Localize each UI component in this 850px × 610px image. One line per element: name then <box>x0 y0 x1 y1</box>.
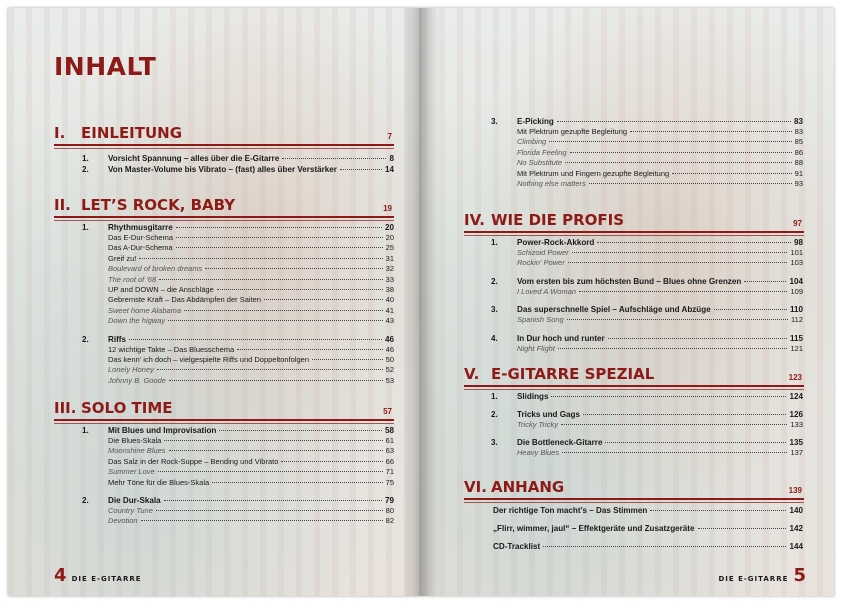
toc-entry <box>491 179 803 189</box>
entry-page: 46 <box>384 334 394 344</box>
dot-leader <box>312 359 383 360</box>
row-spacer <box>493 534 803 541</box>
dot-leader <box>340 169 382 170</box>
entry-title: Nothing else matters <box>517 179 586 189</box>
row-spacer <box>82 488 394 495</box>
toc-entry <box>491 148 803 158</box>
entry-page: 93 <box>794 179 803 189</box>
toc-entry <box>82 478 394 488</box>
dot-leader <box>562 452 787 453</box>
dot-leader <box>597 242 791 243</box>
dot-leader <box>698 528 787 529</box>
toc-entry <box>82 306 394 316</box>
entry-number: 1. <box>82 154 89 163</box>
entry-title: Rockin' Power <box>517 258 565 268</box>
dot-leader <box>714 309 787 310</box>
entry-title: Mit Plektrum und Fingern gezupfte Begleitung <box>517 168 670 178</box>
dot-leader <box>156 510 383 511</box>
dot-leader <box>570 152 792 153</box>
dot-leader <box>281 461 382 462</box>
entry-number: 3. <box>491 438 498 448</box>
entry-page: 50 <box>385 355 394 365</box>
entry-page: 121 <box>790 343 803 353</box>
entry-title: Das E-Dur-Schema <box>108 233 174 242</box>
entry-title: In Dur hoch und runter <box>517 333 605 343</box>
entry-number: 1. <box>491 238 498 247</box>
section-page: 97 <box>793 219 802 228</box>
entry-title: Devotion <box>108 516 138 526</box>
entry-page: 109 <box>790 286 803 296</box>
entry-page: 71 <box>385 467 394 477</box>
toc-list-lets-rock <box>82 222 394 386</box>
entry-title: Boulevard of broken dreams <box>108 264 203 274</box>
page-number: 4 <box>54 565 67 586</box>
entry-title: 12 wichtige Takte – Das Bluesschema <box>108 344 235 354</box>
entry-title: Country Tune <box>108 506 153 516</box>
entry-page: 63 <box>385 446 394 456</box>
dot-leader <box>139 258 382 259</box>
entry-title: Power-Rock-Akkord <box>517 238 595 247</box>
entry-title: „Flirr, wimmer, jaul“ – Effektgeräte und Zusatzgeräte <box>493 524 695 533</box>
toc-entry <box>491 258 803 268</box>
toc-entry <box>491 237 803 248</box>
dot-leader <box>608 338 787 339</box>
row-spacer <box>491 430 803 437</box>
entry-page: 20 <box>385 233 394 242</box>
entry-page: 126 <box>789 410 803 419</box>
entry-title: CD-Tracklist <box>493 542 541 551</box>
entry-title: Riffs <box>108 334 126 344</box>
toc-entry <box>491 276 803 287</box>
entry-title: Der richtige Ton macht’s – Das Stimmen <box>493 506 648 515</box>
entry-page: 101 <box>790 248 803 257</box>
book-gutter-shadow <box>403 8 439 596</box>
dot-leader <box>129 339 382 340</box>
entry-page: 83 <box>794 127 803 136</box>
entry-page: 135 <box>789 438 803 448</box>
section-heading-anhang <box>464 476 804 500</box>
row-spacer <box>491 326 803 333</box>
page-number: 5 <box>793 565 806 586</box>
dot-leader <box>672 173 791 174</box>
entry-page: 144 <box>789 542 803 551</box>
entry-title: Die Blues-Skala <box>108 436 162 445</box>
toc-entry <box>491 315 803 325</box>
entry-title: Night Flight <box>517 343 555 353</box>
section-page: 19 <box>383 204 392 213</box>
toc-entry <box>493 523 803 534</box>
entry-title: Tricks und Gags <box>517 410 580 419</box>
entry-page: 110 <box>789 305 803 315</box>
dot-leader <box>551 396 786 397</box>
toc-entry <box>82 285 394 295</box>
dot-leader <box>558 348 788 349</box>
dot-leader <box>583 414 787 415</box>
entry-title: Johnny B. Goode <box>108 375 166 385</box>
dot-leader <box>565 162 792 163</box>
row-spacer <box>491 297 803 304</box>
entry-page: 14 <box>384 165 394 174</box>
entry-page: 43 <box>385 316 394 326</box>
dot-leader <box>176 247 383 248</box>
entry-title: Das A-Dur-Schema <box>108 243 173 253</box>
dot-leader <box>568 262 788 263</box>
entry-page: 86 <box>794 147 803 157</box>
entry-title: Das Salz in der Rock-Suppe – Bending und Vibrato <box>108 456 279 466</box>
entry-page: 85 <box>794 137 803 147</box>
entry-page: 142 <box>789 524 803 533</box>
toc-entry <box>491 169 803 179</box>
entry-number: 1. <box>491 392 498 401</box>
toc-entry <box>491 158 803 168</box>
toc-entry <box>82 243 394 253</box>
section-number: I. <box>54 124 66 142</box>
entry-title: Tricky Tricky <box>517 420 558 429</box>
toc-entry <box>491 287 803 297</box>
section-number: III. <box>54 399 77 417</box>
entry-page: 140 <box>789 506 803 515</box>
entry-title: Moonshine Blues <box>108 446 166 456</box>
section-page: 139 <box>788 486 802 495</box>
toc-entry <box>82 467 394 477</box>
toc-entry <box>82 495 394 506</box>
entry-title: Florida Feeling <box>517 147 567 157</box>
entry-title: Sweet home Alabama <box>108 305 182 315</box>
section-heading-e-gitarre-spezial <box>464 363 804 387</box>
entry-page: 46 <box>385 344 394 354</box>
dot-leader <box>217 289 383 290</box>
dot-leader <box>650 510 786 511</box>
entry-title: Gebremste Kraft – Das Abdämpfen der Saiten <box>108 295 261 305</box>
toc-entry <box>491 437 803 448</box>
section-number: II. <box>54 196 71 214</box>
entry-title: Heavy Blues <box>517 448 560 458</box>
section-page: 123 <box>788 373 802 382</box>
entry-title: Mehr Töne für die Blues-Skala <box>108 477 210 487</box>
section-heading-wie-die-profis <box>464 209 804 233</box>
entry-title: E-Picking <box>517 117 554 126</box>
dot-leader <box>572 252 788 253</box>
section-name: EINLEITUNG <box>81 124 183 142</box>
entry-page: 98 <box>793 238 803 247</box>
entry-page: 33 <box>385 274 394 284</box>
section-name: WIE DIE PROFIS <box>491 211 625 229</box>
entry-title: Die Dur-Skala <box>108 496 161 506</box>
entry-title: Climbing <box>517 137 547 147</box>
entry-number: 3. <box>491 117 498 126</box>
entry-page: 115 <box>789 333 803 343</box>
toc-entry <box>82 254 394 264</box>
dot-leader <box>212 482 382 483</box>
dot-leader <box>184 310 383 311</box>
entry-title: Von Master-Volume bis Vibrato – (fast) alles über Verstärker <box>108 165 337 174</box>
dot-leader <box>744 281 786 282</box>
dot-leader <box>164 500 382 501</box>
entry-title: Das superschnelle Spiel – Aufschläge und Abzüge <box>517 305 711 315</box>
entry-page: 80 <box>385 506 394 516</box>
toc-entry <box>82 316 394 326</box>
toc-entry <box>82 275 394 285</box>
entry-title: I Loved A Woman <box>517 286 577 296</box>
dot-leader <box>543 546 786 547</box>
dot-leader <box>237 349 382 350</box>
toc-entry <box>491 420 803 430</box>
entry-page: 40 <box>385 295 394 305</box>
entry-page: 124 <box>789 392 803 401</box>
book-title-footer: DIE E-GITARRE <box>71 575 142 583</box>
row-spacer <box>491 402 803 409</box>
section-number: V. <box>464 365 480 383</box>
entry-title: Down the higway <box>108 316 166 326</box>
dot-leader <box>176 237 383 238</box>
toc-entry <box>82 264 394 274</box>
toc-entry <box>82 345 394 355</box>
entry-page: 91 <box>794 168 803 178</box>
toc-entry <box>491 127 803 137</box>
section-heading-einleitung <box>54 122 394 146</box>
toc-entry <box>491 116 803 127</box>
left-page <box>8 8 421 596</box>
section-name: LET’S ROCK, BABY <box>81 196 236 214</box>
section-page: 7 <box>387 132 392 141</box>
entry-number: 1. <box>82 426 89 435</box>
entry-number: 2. <box>82 496 89 506</box>
entry-page: 58 <box>384 426 394 435</box>
dot-leader <box>630 131 792 132</box>
entry-title: Mit Plektrum gezupfte Begleitung <box>517 127 628 136</box>
page-footer-left <box>54 565 142 586</box>
entry-title: The root of '68 <box>108 274 157 284</box>
entry-page: 32 <box>385 264 394 274</box>
entry-page: 133 <box>790 420 803 429</box>
toc-entry <box>82 164 394 175</box>
entry-number: 2. <box>491 276 498 286</box>
dot-leader <box>567 319 788 320</box>
entry-number: 2. <box>82 165 89 174</box>
entry-page: 61 <box>385 436 394 445</box>
dot-leader <box>549 141 791 142</box>
toc-entry <box>82 516 394 526</box>
book-title-footer: DIE E-GITARRE <box>718 575 789 583</box>
toc-entry <box>82 295 394 305</box>
toc-list-anhang <box>493 505 803 552</box>
toc-entry <box>493 541 803 552</box>
entry-page: 41 <box>385 305 394 315</box>
dot-leader <box>561 424 788 425</box>
entry-title: Schizoid Power <box>517 248 569 257</box>
entry-page: 20 <box>384 223 394 232</box>
section-page: 57 <box>383 407 392 416</box>
toc-entry <box>82 222 394 233</box>
dot-leader <box>557 121 791 122</box>
toc-entry <box>491 344 803 354</box>
section-name: ANHANG <box>491 478 565 496</box>
book-spread <box>8 8 834 596</box>
dot-leader <box>159 279 383 280</box>
entry-page: 137 <box>790 448 803 458</box>
section-name: SOLO TIME <box>81 399 173 417</box>
entry-page: 8 <box>389 154 394 163</box>
entry-page: 112 <box>791 315 803 325</box>
toc-entry <box>82 153 394 164</box>
toc-entry <box>491 391 803 402</box>
toc-entry <box>491 333 803 344</box>
entry-number: 4. <box>491 333 498 343</box>
entry-page: 75 <box>385 477 394 487</box>
entry-title: Spanish Song <box>517 315 564 325</box>
dot-leader <box>205 268 382 269</box>
toc-entry <box>82 376 394 386</box>
dot-leader <box>219 430 382 431</box>
dot-leader <box>589 183 792 184</box>
entry-page: 83 <box>793 117 803 126</box>
entry-title: Lonely Honey <box>108 365 154 375</box>
entry-number: 2. <box>82 334 89 344</box>
toc-list-solo-time <box>82 425 394 527</box>
toc-list-einleitung <box>82 153 394 175</box>
entry-number: 2. <box>491 410 498 419</box>
dot-leader <box>169 450 383 451</box>
entry-number: 1. <box>82 223 89 232</box>
page-footer-right <box>718 565 806 586</box>
toc-entry <box>491 248 803 258</box>
row-spacer <box>82 327 394 334</box>
entry-title: Greif zu! <box>108 253 137 263</box>
dot-leader <box>282 158 386 159</box>
dot-leader <box>605 442 786 443</box>
entry-title: Mit Blues und Improvisation <box>108 426 217 435</box>
toc-entry <box>491 304 803 315</box>
entry-page: 66 <box>385 456 394 466</box>
toc-entry <box>82 457 394 467</box>
toc-entry <box>82 365 394 375</box>
entry-title: Vom ersten bis zum höchsten Bund – Blues ohne Grenzen <box>517 276 742 286</box>
dot-leader <box>176 227 382 228</box>
dot-leader <box>158 471 383 472</box>
dot-leader <box>579 291 787 292</box>
entry-page: 25 <box>385 243 394 253</box>
toc-list-wie-die-profis <box>491 237 803 354</box>
section-heading-lets-rock <box>54 194 394 218</box>
entry-page: 88 <box>794 158 803 168</box>
toc-entry <box>82 446 394 456</box>
dot-leader <box>141 520 383 521</box>
entry-page: 79 <box>384 496 394 506</box>
page-title: INHALT <box>54 52 157 81</box>
toc-entry <box>491 409 803 420</box>
entry-page: 104 <box>789 276 803 286</box>
entry-page: 103 <box>790 258 803 268</box>
entry-title: Vorsicht Spannung – alles über die E-Gitarre <box>108 154 280 163</box>
section-number: VI. <box>464 478 487 496</box>
section-heading-solo-time <box>54 397 394 421</box>
entry-title: No Substitute <box>517 158 563 168</box>
entry-title: Summer Love <box>108 467 155 477</box>
dot-leader <box>168 320 383 321</box>
dot-leader <box>157 369 383 370</box>
entry-title: Das kenn' ich doch – vielgespielte Riffs und Doppeltonfolgen <box>108 355 310 365</box>
section-number: IV. <box>464 211 485 229</box>
row-spacer <box>493 516 803 523</box>
toc-entry <box>491 448 803 458</box>
entry-title: UP and DOWN – die Anschläge <box>108 285 214 295</box>
entry-title: Die Bottleneck-Gitarre <box>517 438 603 448</box>
toc-entry <box>493 505 803 516</box>
toc-entry <box>82 506 394 516</box>
entry-page: 31 <box>385 253 394 263</box>
entry-page: 38 <box>385 285 394 295</box>
entry-title: Rhythmusgitarre <box>108 223 173 232</box>
toc-entry <box>82 233 394 243</box>
toc-entry <box>491 137 803 147</box>
toc-entry <box>82 334 394 345</box>
entry-page: 82 <box>385 516 394 526</box>
entry-page: 52 <box>385 365 394 375</box>
toc-list-e-gitarre-spezial <box>491 391 803 459</box>
toc-entry <box>82 436 394 446</box>
entry-page: 53 <box>385 375 394 385</box>
right-page <box>421 8 834 596</box>
dot-leader <box>264 299 383 300</box>
section-name: E-GITARRE SPEZIAL <box>491 365 655 383</box>
entry-title: Slidings <box>517 392 549 401</box>
dot-leader <box>169 380 383 381</box>
toc-entry <box>82 425 394 436</box>
entry-number: 3. <box>491 305 498 315</box>
toc-list-continued <box>491 116 803 189</box>
row-spacer <box>491 269 803 276</box>
dot-leader <box>164 440 382 441</box>
toc-entry <box>82 355 394 365</box>
